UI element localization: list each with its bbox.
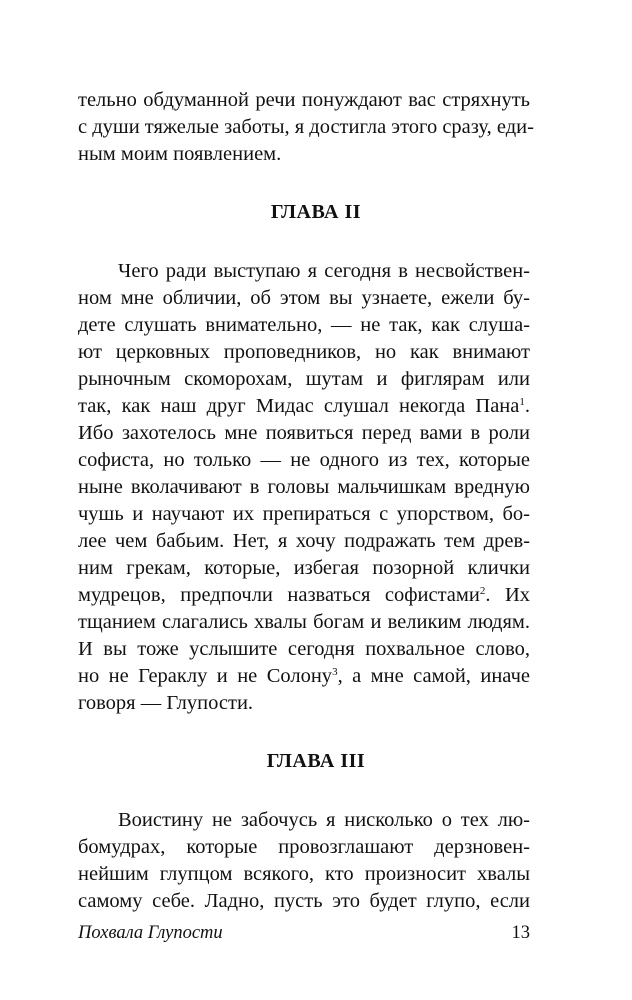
text-line: ют церковных проповедников, но как внимают (78, 341, 530, 363)
text-line: ном мне обличии, об этом вы узнаете, ежели бу- (78, 287, 530, 309)
text-line: софиста, но только — не одного из тех, которые (78, 449, 530, 471)
text-line: нейшим глупцом всякого, кто произносит хвалы (78, 863, 530, 885)
text-line: ним грекам, которые, избегая позорной клички (78, 557, 530, 579)
text-line: Чего ради выступаю я сегодня в несвойствен- (118, 260, 530, 282)
text-line: ныне вколачивают в головы мальчишкам вредную (78, 476, 530, 498)
text-line: дете слушать внимательно, — не так, как слуша- (78, 314, 530, 336)
text-segment: но не Гераклу и не Солону (78, 665, 333, 687)
text-line: самому себе. Ладно, пусть это будет глупо, если (78, 890, 530, 912)
footnote-mark: 1 (519, 396, 525, 408)
text-line-with-footnote (78, 582, 530, 608)
text-segment: , а мне самой, иначе (337, 665, 530, 687)
text-line: рыночным скоморохам, шутам и фиглярам или (78, 368, 530, 390)
text-line: говоря — Глупости. (78, 692, 254, 714)
text-line: тщанием слагались хвалы богам и великим людям. (78, 611, 530, 633)
text-line: бомудрах, которые провозглашают дерзновен- (78, 836, 530, 858)
running-footer-title: Похвала Глупости (78, 923, 223, 943)
chapter-heading: ГЛАВА III (266, 750, 366, 772)
text-line: чушь и научают их препираться с упорством, бо- (78, 503, 530, 525)
text-line: тельно обдуманной речи понуждают вас стряхнуть (78, 89, 530, 111)
text-line: с души тяжелые заботы, я достигла этого сразу, еди- (78, 116, 534, 138)
text-line: ным моим появлением. (78, 143, 282, 165)
text-line: лее чем бабьим. Нет, я хочу подражать тем древ- (78, 530, 530, 552)
text-segment: . Их (485, 584, 530, 606)
text-line: Воистину не забочусь я нисколько о тех лю- (118, 809, 530, 831)
footnote-mark: 3 (332, 666, 338, 678)
chapter-heading: ГЛАВА II (270, 201, 362, 223)
text-line-with-footnote (78, 393, 530, 419)
text-line: Ибо захотелось мне появиться перед вами в роли (78, 422, 530, 444)
page-number: 13 (511, 923, 530, 943)
text-segment: мудрецов, предпочли назваться софистами (78, 584, 480, 606)
footnote-mark: 2 (479, 585, 486, 597)
text-line-with-footnote (78, 663, 530, 689)
text-segment: . (524, 395, 530, 417)
text-line: И вы тоже услышите сегодня похвальное слово, (78, 638, 530, 660)
text-segment: так, как наш друг Мидас слушал некогда Пана (78, 395, 520, 417)
